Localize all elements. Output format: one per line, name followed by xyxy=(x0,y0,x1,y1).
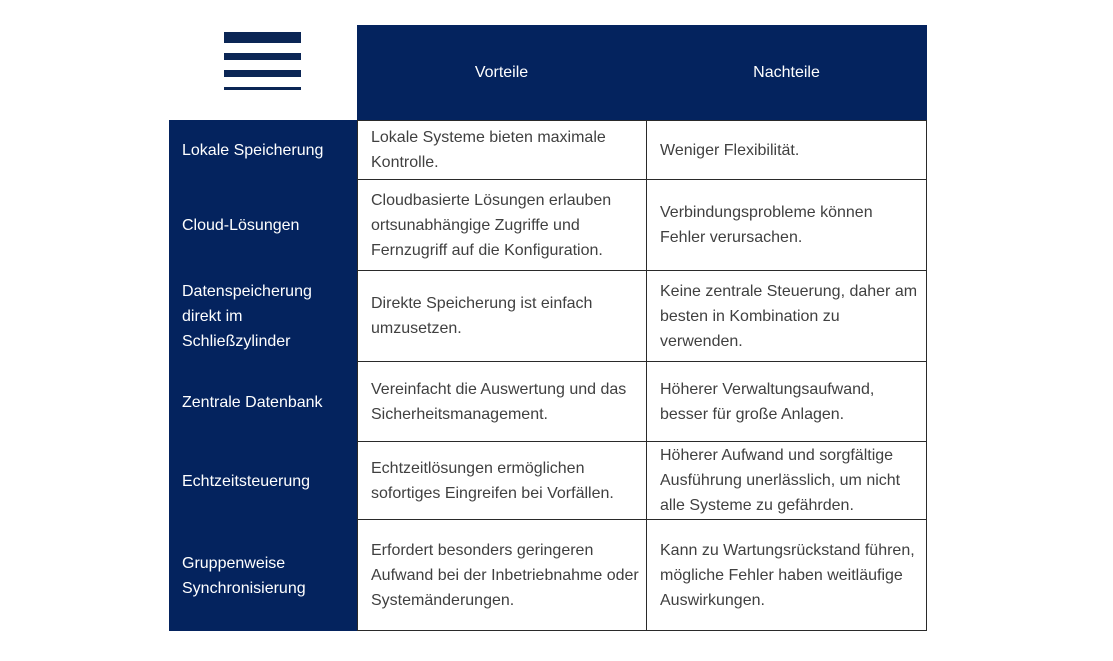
row-label: Datenspeicherung direkt im Schließzylinder xyxy=(182,283,312,350)
logo-line xyxy=(224,70,301,77)
logo-line xyxy=(224,87,301,90)
con-cell: Höherer Verwaltungsaufwand, besser für große Anlagen. xyxy=(646,362,927,442)
table-row xyxy=(169,520,927,631)
logo-line xyxy=(224,53,301,60)
pro-cell: Erfordert besonders geringeren Aufwand bei der Inbetriebnahme oder Systemänderungen. xyxy=(357,520,646,631)
table-row xyxy=(169,442,927,520)
table-header xyxy=(357,25,927,120)
table-row xyxy=(169,271,927,362)
column-header-nachteile: Nachteile xyxy=(753,63,820,81)
logo-line xyxy=(224,32,301,43)
pro-cell: Cloudbasierte Lösungen erlauben ortsunabhängige Zugriffe und Fernzugriff auf die Konfiguration. xyxy=(357,180,646,271)
table-row xyxy=(169,362,927,442)
pro-cell: Echtzeitlösungen ermöglichen sofortiges Eingreifen bei Vorfällen. xyxy=(357,442,646,520)
table-row xyxy=(169,180,927,271)
con-cell: Keine zentrale Steuerung, daher am besten in Kombination zu verwenden. xyxy=(646,271,927,362)
hamburger-lines-icon xyxy=(224,32,301,92)
column-header-vorteile: Vorteile xyxy=(474,63,529,81)
con-cell: Kann zu Wartungsrückstand führen, mögliche Fehler haben weitläufige Auswirkungen. xyxy=(646,520,927,631)
row-label: Echtzeitsteuerung xyxy=(182,472,311,490)
table-row xyxy=(169,120,927,180)
row-label: Zentrale Datenbank xyxy=(182,393,323,411)
row-label: Cloud-Lösungen xyxy=(182,217,300,234)
pro-cell: Direkte Speicherung ist einfach umzusetzen. xyxy=(357,271,646,362)
row-label: Gruppenweise Synchronisierung xyxy=(182,554,306,597)
row-label: Lokale Speicherung xyxy=(182,141,324,159)
pro-cell: Lokale Systeme bieten maximale Kontrolle. xyxy=(357,120,646,180)
con-cell: Höherer Aufwand und sorgfältige Ausführung unerlässlich, um nicht alle Systeme zu gefährden. xyxy=(646,442,927,520)
con-cell: Verbindungsprobleme können Fehler verursachen. xyxy=(646,180,927,271)
pro-cell: Vereinfacht die Auswertung und das Sicherheitsmanagement. xyxy=(357,362,646,442)
con-cell: Weniger Flexibilität. xyxy=(646,120,927,180)
